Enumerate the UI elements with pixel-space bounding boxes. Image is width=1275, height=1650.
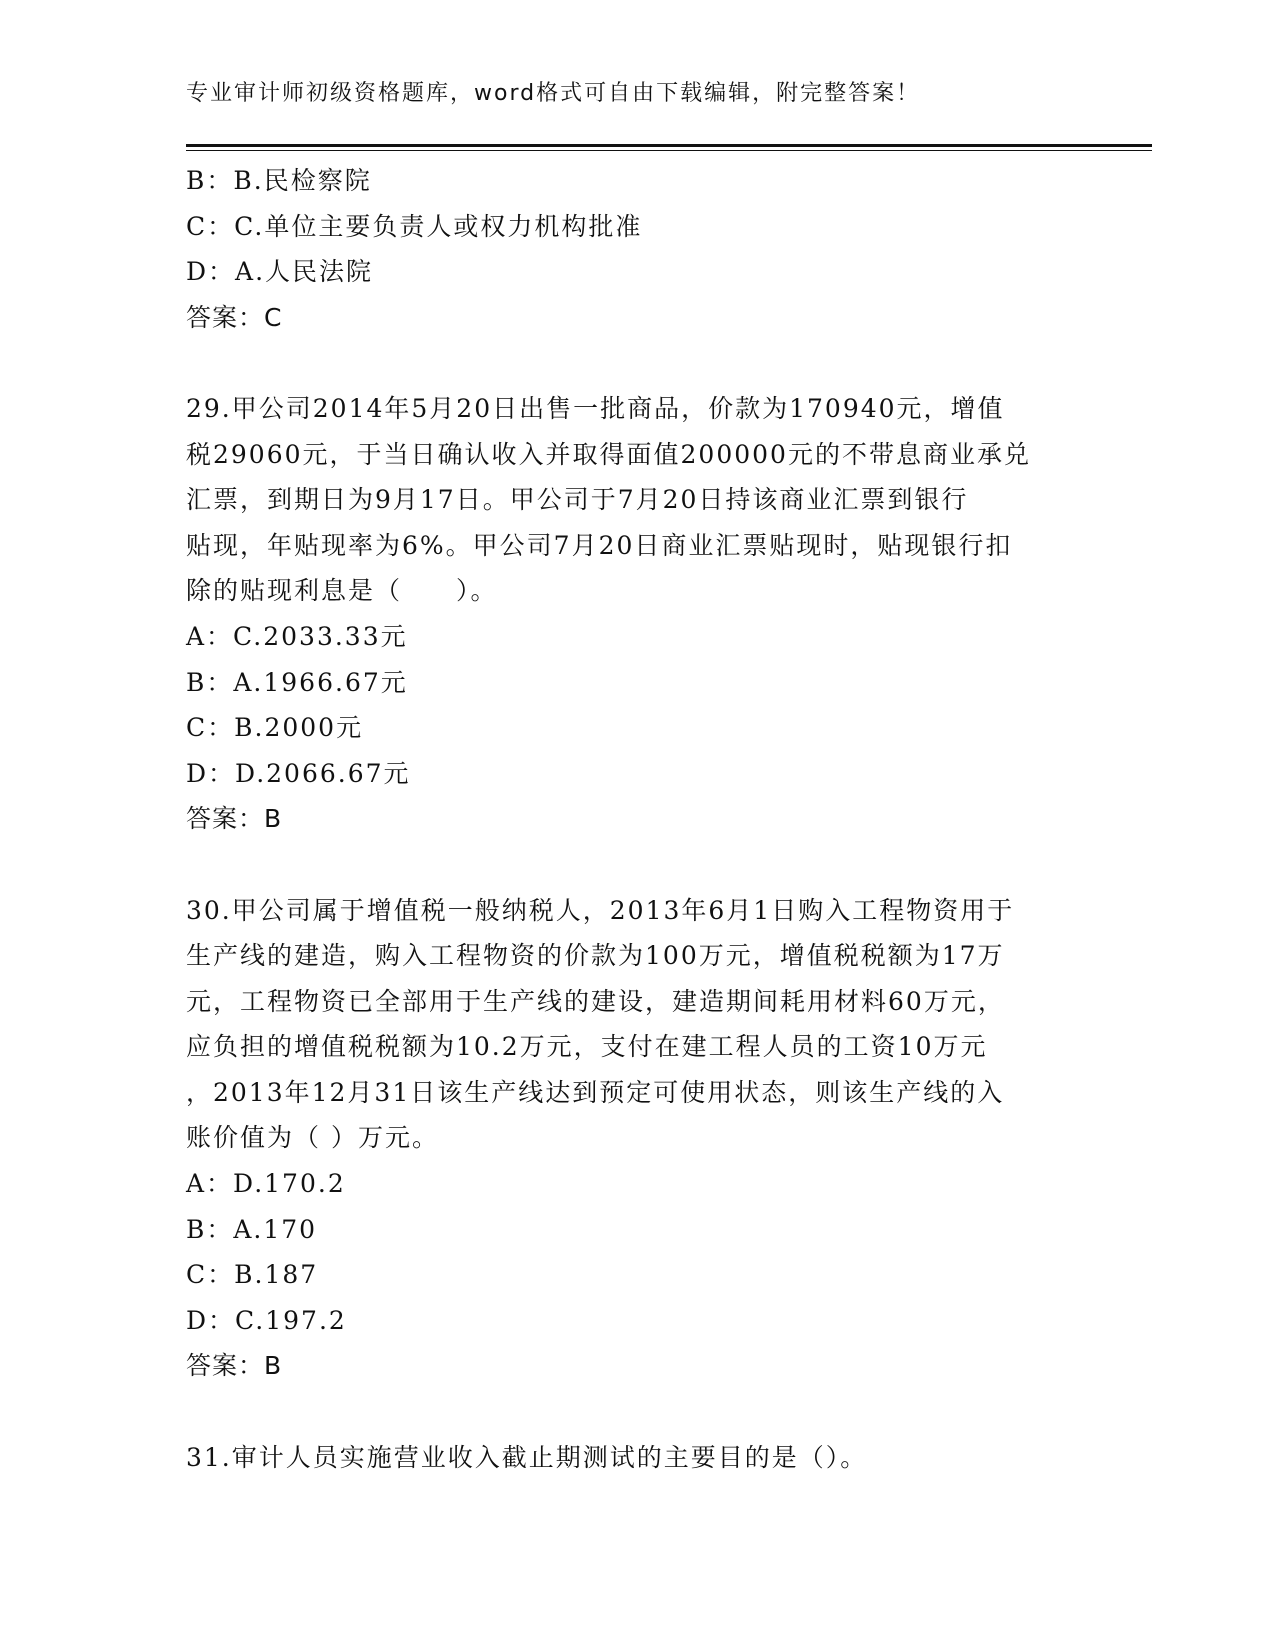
question-29-line: 29.甲公司2014年5月20日出售一批商品，价款为170940元，增值 [186,393,1005,423]
question-29-line: 汇票，到期日为9月17日。甲公司于7月20日持该商业汇票到银行 [186,485,969,515]
question-31-line: 31.审计人员实施营业收入截止期测试的主要目的是（）。 [186,1442,868,1472]
option-a: A：C.2033.33元 [186,621,408,651]
header-rule [186,144,1152,147]
option-d: D：D.2066.67元 [186,758,411,788]
question-30-line: 30.甲公司属于增值税一般纳税人，2013年6月1日购入工程物资用于 [186,895,1015,925]
question-30-line: 元，工程物资已全部用于生产线的建设，建造期间耗用材料60万元， [186,986,1005,1016]
answer: 答案：B [186,1351,283,1381]
question-29-line: 除的贴现利息是（ ）。 [186,576,498,606]
question-30-line: 应负担的增值税税额为10.2万元，支付在建工程人员的工资10万元 [186,1032,988,1062]
option-c: C：B.2000元 [186,713,364,743]
option-a: A：D.170.2 [186,1169,346,1199]
spacer [186,340,1086,386]
question-content [186,158,1086,1480]
question-30-line: ，2013年12月31日该生产线达到预定可使用状态，则该生产线的入 [186,1077,1005,1107]
header-rule-thin [186,150,1152,151]
option-b: B：B.民检察院 [186,166,372,195]
option-b: B：A.1966.67元 [186,667,408,697]
answer: 答案：B [186,804,283,834]
option-c: C：C.单位主要负责人或权力机构批准 [186,211,643,241]
option-c: C：B.187 [186,1260,319,1290]
answer: 答案：C [186,302,283,332]
question-30-line: 账价值为（ ）万元。 [186,1123,439,1153]
question-29-line: 贴现，年贴现率为6%。甲公司7月20日商业汇票贴现时，贴现银行扣 [186,530,1013,560]
option-d: D：C.197.2 [186,1305,347,1335]
question-29-line: 税29060元，于当日确认收入并取得面值200000元的不带息商业承兑 [186,439,1031,469]
spacer [186,842,1086,888]
question-30-line: 生产线的建造，购入工程物资的价款为100万元，增值税税额为17万 [186,941,1005,971]
spacer [186,1389,1086,1435]
page-header: 专业审计师初级资格题库，word格式可自由下载编辑，附完整答案！ [186,81,921,106]
option-d: D：A.人民法院 [186,257,374,287]
option-b: B：A.170 [186,1214,318,1244]
